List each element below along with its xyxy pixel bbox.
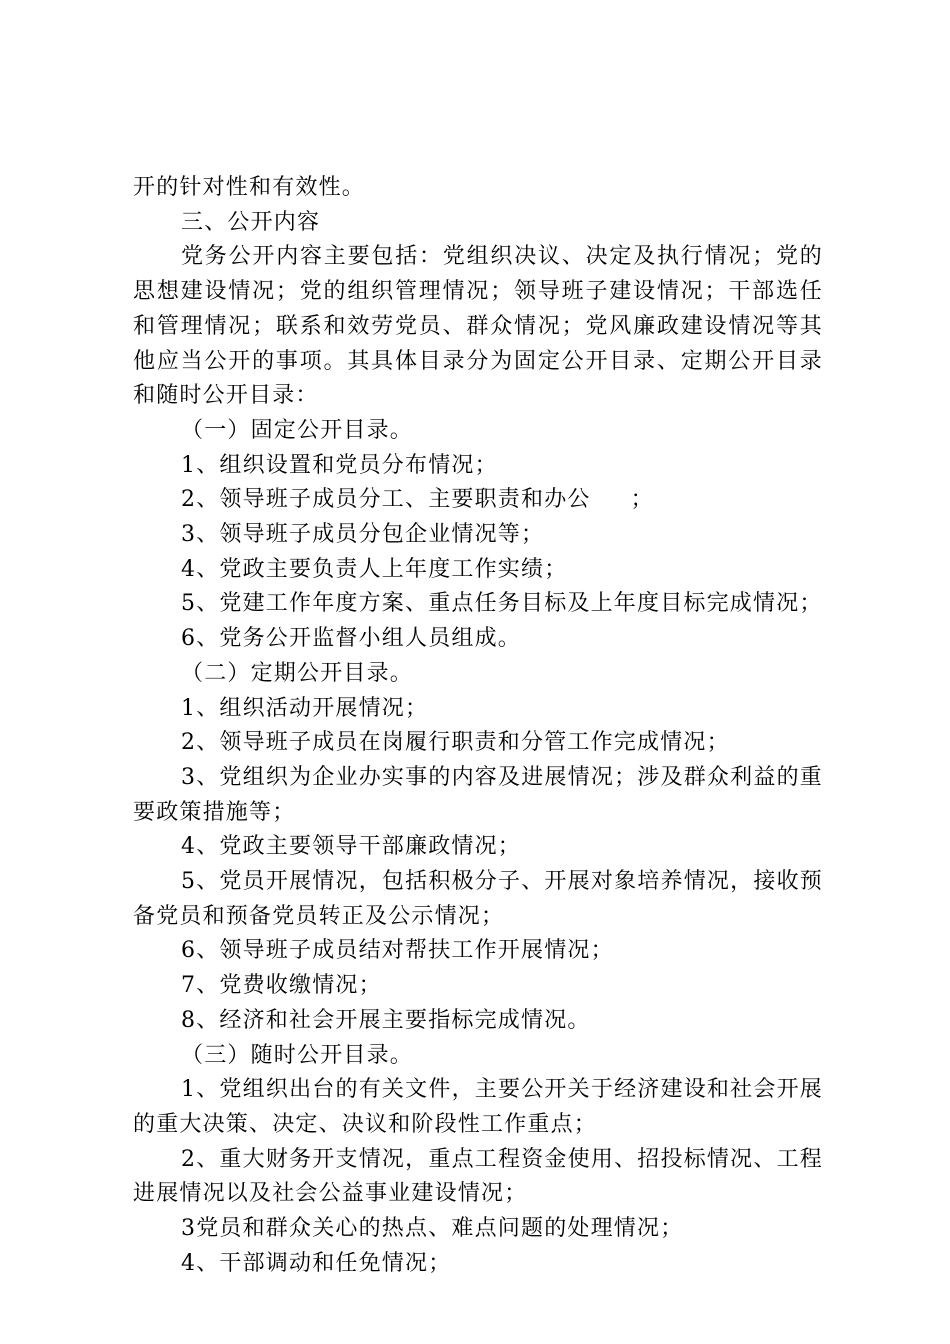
list-item: 5、党建工作年度方案、重点任务目标及上年度目标完成情况； [181, 591, 823, 617]
section-heading-3: 三、公开内容 [181, 209, 321, 235]
subheading-fixed-catalog: （一）固定公开目录。 [181, 417, 414, 443]
subheading-anytime-catalog: （三）随时公开目录。 [181, 1042, 414, 1068]
list-item: 2、重大财务开支情况，重点工程资金使用、招投标情况、工程进展情况以及社会公益事业建设情况； [133, 1146, 823, 1207]
list-item: 7、党费收缴情况； [181, 973, 382, 999]
list-item: 3党员和群众关心的热点、难点问题的处理情况； [181, 1216, 684, 1242]
list-item: 8、经济和社会开展主要指标完成情况。 [181, 1007, 591, 1033]
list-item-suffix: ； [630, 487, 654, 513]
list-item: 4、党政主要负责人上年度工作实绩； [181, 556, 568, 582]
paragraph-1: 开的针对性和有效性。 [133, 175, 366, 200]
list-item: 6、领导班子成员结对帮扶工作开展情况； [181, 938, 614, 964]
list-item: 1、组织活动开展情况； [181, 695, 429, 721]
list-item: 4、干部调动和任免情况； [181, 1250, 452, 1276]
list-item: 2、领导班子成员在岗履行职责和分管工作完成情况； [181, 730, 730, 756]
list-item-text: 2、领导班子成员分工、主要职责和办公 [181, 487, 591, 513]
list-item: 3、党组织为企业办实事的内容及进展情况；涉及群众利益的重要政策措施等； [133, 764, 823, 825]
list-item: 4、党政主要领导干部廉政情况； [181, 834, 521, 860]
list-item: 1、党组织出台的有关文件，主要公开关于经济建设和社会开展的重大决策、决定、决议和阶段性工作重点； [133, 1077, 823, 1137]
paragraph-content-summary: 党务公开内容主要包括：党组织决议、决定及执行情况；党的思想建设情况；党的组织管理情况；领导班子建设情况；干部选任和管理情况；联系和效劳党员、群众情况；党风廉政建设情况等其他应当公开的事项。其具体目录分为固定公开目录、定期公开目录和随时公开目录： [133, 244, 823, 409]
subheading-periodic-catalog: （二）定期公开目录。 [181, 660, 414, 686]
list-item: 6、党务公开监督小组人员组成。 [181, 626, 521, 652]
document-body [133, 171, 823, 1282]
list-item: 1、组织设置和党员分布情况； [181, 452, 498, 478]
list-item: 3、领导班子成员分包企业情况等； [181, 522, 545, 548]
list-item: 5、党员开展情况，包括积极分子、开展对象培养情况，接收预备党员和预备党员转正及公示情况； [133, 869, 823, 929]
list-item [133, 483, 823, 518]
